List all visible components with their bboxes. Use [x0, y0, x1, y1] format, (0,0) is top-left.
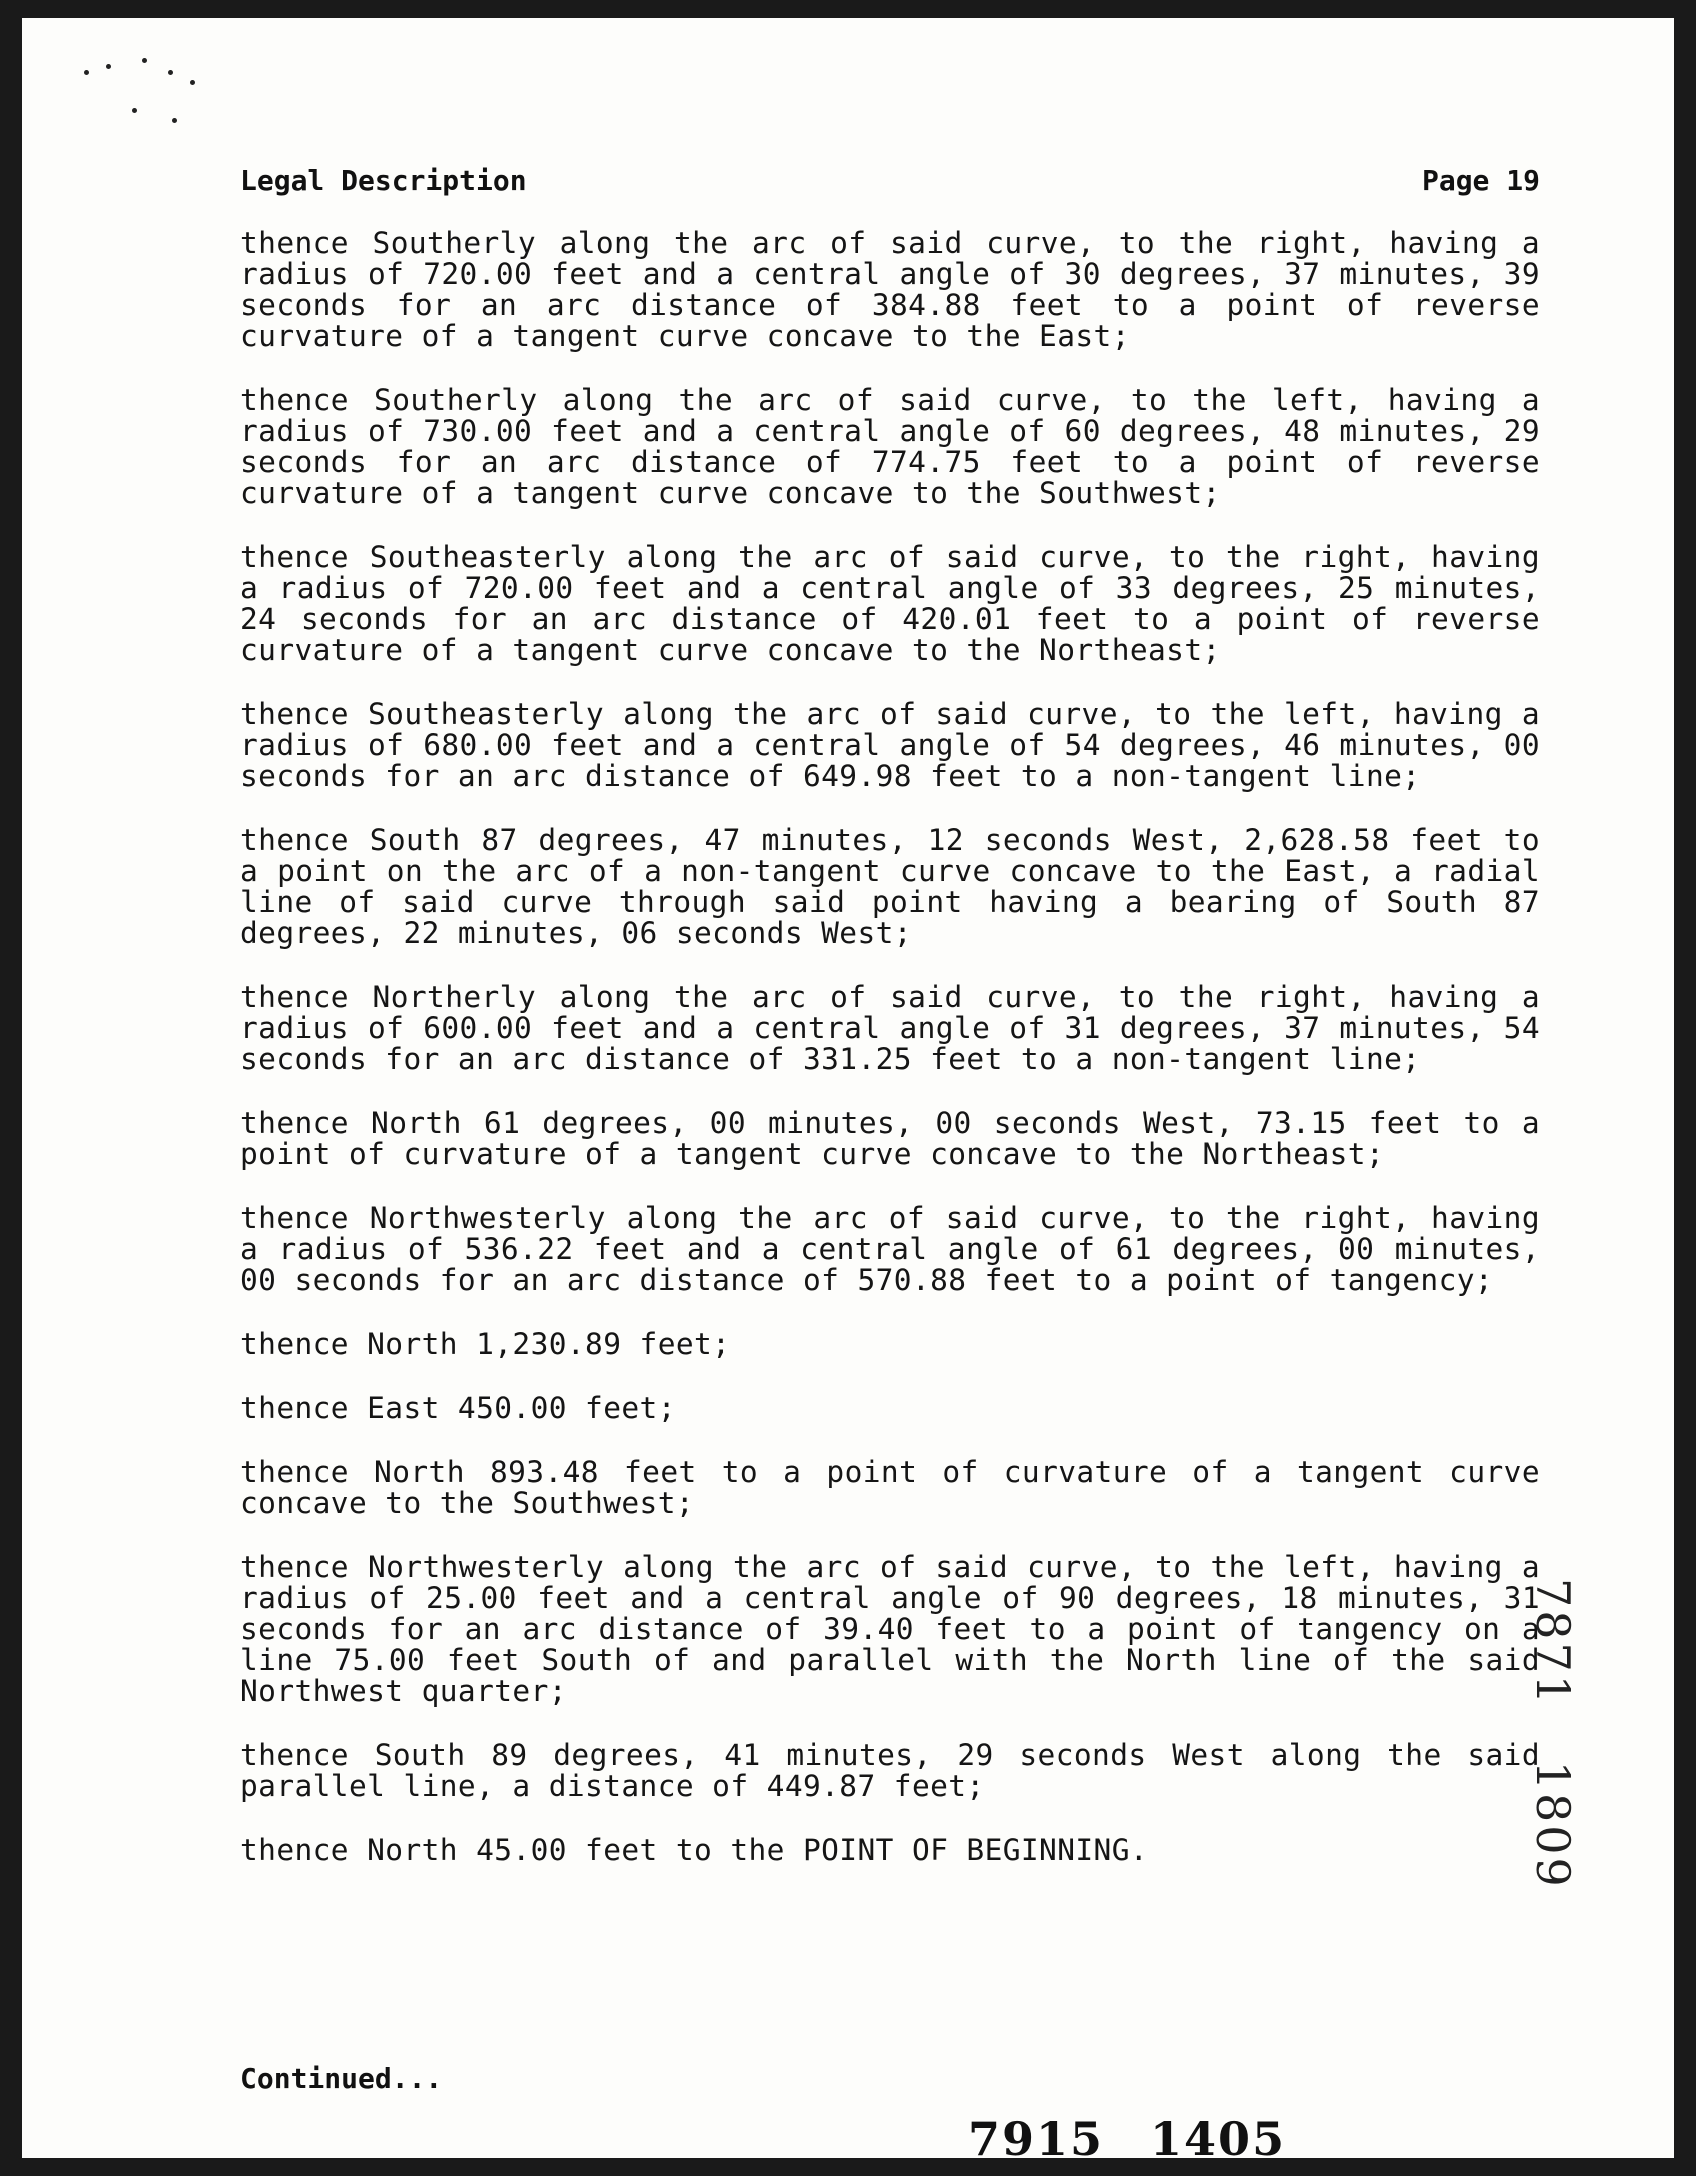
paragraph: thence Southeasterly along the arc of said curve, to the left, having a radius of 680.00 feet and a central angle of 54 degrees, 46 minutes, 00 seconds for an arc distance of 649.98 feet to a non-tangent line;	[240, 697, 1540, 793]
paragraph: thence Northwesterly along the arc of said curve, to the left, having a radius of 25.00 feet and a central angle of 90 degrees, 18 minutes, 31 seconds for an arc distance of 39.40 feet to a point of tangency on a line 75.00 feet South of and parallel with the North line of the said Northwest quarter;	[240, 1550, 1540, 1708]
document-title: Legal Description	[240, 164, 527, 197]
scan-speck	[142, 58, 147, 63]
scan-speck	[106, 64, 111, 69]
recording-number: 7915 1405	[968, 2112, 1287, 2158]
paragraph: thence Southeasterly along the arc of said curve, to the right, having a radius of 720.00 feet and a central angle of 33 degrees, 25 minutes, 24 seconds for an arc distance of 420.01 feet to a point of reverse curvature of a tangent curve concave to the Northeast;	[240, 540, 1540, 667]
scan-speck	[168, 70, 173, 75]
document-page	[22, 18, 1674, 2158]
scan-speck	[190, 80, 195, 85]
scan-speck	[132, 108, 137, 113]
legal-description-body	[240, 228, 1540, 1899]
paragraph: thence Northerly along the arc of said curve, to the right, having a radius of 600.00 feet and a central angle of 31 degrees, 37 minutes, 54 seconds for an arc distance of 331.25 feet to a non-tangent line;	[240, 980, 1540, 1076]
paragraph: thence Northwesterly along the arc of said curve, to the right, having a radius of 536.22 feet and a central angle of 61 degrees, 00 minutes, 00 seconds for an arc distance of 570.88 feet to a point of tangency;	[240, 1201, 1540, 1297]
paragraph: thence North 893.48 feet to a point of curvature of a tangent curve concave to the Southwest;	[240, 1455, 1540, 1520]
paragraph: thence North 45.00 feet to the POINT OF BEGINNING.	[240, 1833, 1149, 1867]
paragraph: thence North 1,230.89 feet;	[240, 1327, 731, 1361]
side-stamp: 7871 1809	[1526, 1578, 1580, 1890]
page-number: Page 19	[1421, 164, 1540, 197]
paragraph: thence Southerly along the arc of said curve, to the left, having a radius of 730.00 feet and a central angle of 60 degrees, 48 minutes, 29 seconds for an arc distance of 774.75 feet to a point of reverse curvature of a tangent curve concave to the Southwest;	[240, 383, 1540, 510]
paragraph: thence Southerly along the arc of said curve, to the right, having a radius of 720.00 feet and a central angle of 30 degrees, 37 minutes, 39 seconds for an arc distance of 384.88 feet to a point of reverse curvature of a tangent curve concave to the East;	[240, 226, 1540, 353]
paragraph: thence East 450.00 feet;	[240, 1391, 676, 1425]
scan-speck	[84, 70, 89, 75]
page-header	[240, 164, 1540, 197]
paragraph: thence North 61 degrees, 00 minutes, 00 seconds West, 73.15 feet to a point of curvature of a tangent curve concave to the Northeast;	[240, 1106, 1540, 1171]
paragraph: thence South 89 degrees, 41 minutes, 29 seconds West along the said parallel line, a distance of 449.87 feet;	[240, 1738, 1540, 1803]
continued-label: Continued...	[240, 2062, 443, 2095]
paragraph: thence South 87 degrees, 47 minutes, 12 seconds West, 2,628.58 feet to a point on the arc of a non-tangent curve concave to the East, a radial line of said curve through said point having a bearing of South 87 degrees, 22 minutes, 06 seconds West;	[240, 823, 1540, 950]
scan-speck	[172, 118, 177, 123]
